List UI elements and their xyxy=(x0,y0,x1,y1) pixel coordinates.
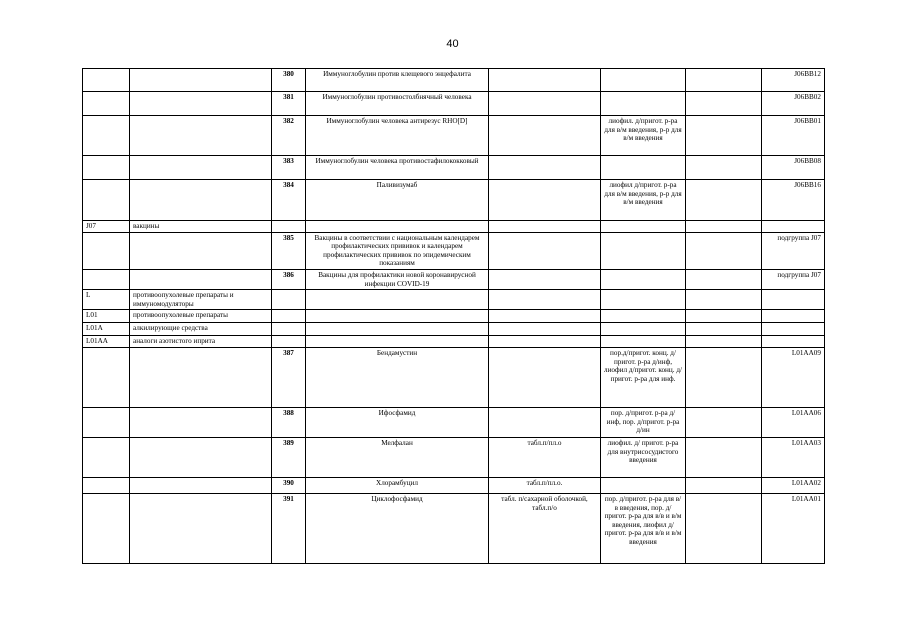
table-row xyxy=(83,493,825,563)
extra-cell xyxy=(686,437,762,477)
drug-name-cell: Иммуноглобулин против клещевого энцефалита xyxy=(306,69,489,92)
injection-form-cell xyxy=(601,323,686,336)
extra-cell xyxy=(686,221,762,233)
item-number-cell xyxy=(272,336,306,348)
table-row xyxy=(83,69,825,92)
oral-form-cell: табл.п/пл.о. xyxy=(489,477,601,493)
injection-form-cell xyxy=(601,69,686,92)
injection-form-cell xyxy=(601,269,686,289)
drug-name-cell: Иммуноглобулин противостолбнячный человека xyxy=(306,92,489,116)
group-name-cell xyxy=(130,269,272,289)
injection-form-cell xyxy=(601,290,686,310)
code-cell xyxy=(83,269,130,289)
drug-name-cell: Паливизумаб xyxy=(306,180,489,221)
table-row xyxy=(83,437,825,477)
drug-table xyxy=(82,68,825,564)
item-number-cell: 388 xyxy=(272,407,306,437)
drug-name-cell: Циклофосфамид xyxy=(306,493,489,563)
extra-cell xyxy=(686,92,762,116)
code-cell: L01A xyxy=(83,323,130,336)
drug-name-cell xyxy=(306,323,489,336)
oral-form-cell: табл.п/пл.о xyxy=(489,437,601,477)
code-cell xyxy=(83,180,130,221)
drug-name-cell: Иммуноглобулин человека антирезус RHO[D] xyxy=(306,116,489,156)
item-number-cell: 386 xyxy=(272,269,306,289)
item-number-cell xyxy=(272,310,306,323)
atc-code-cell xyxy=(762,221,825,233)
extra-cell xyxy=(686,477,762,493)
item-number-cell: 380 xyxy=(272,69,306,92)
injection-form-cell xyxy=(601,477,686,493)
extra-cell xyxy=(686,323,762,336)
group-name-cell xyxy=(130,92,272,116)
item-number-cell: 382 xyxy=(272,116,306,156)
extra-cell xyxy=(686,156,762,180)
oral-form-cell: табл. п/сахарной оболочкой, табл.п/о xyxy=(489,493,601,563)
table-row xyxy=(83,180,825,221)
code-cell xyxy=(83,69,130,92)
atc-code-cell: подгруппа J07 xyxy=(762,269,825,289)
oral-form-cell xyxy=(489,221,601,233)
oral-form-cell xyxy=(489,92,601,116)
extra-cell xyxy=(686,310,762,323)
extra-cell xyxy=(686,232,762,269)
atc-code-cell xyxy=(762,290,825,310)
item-number-cell xyxy=(272,290,306,310)
injection-form-cell xyxy=(601,310,686,323)
extra-cell xyxy=(686,347,762,407)
item-number-cell xyxy=(272,221,306,233)
group-name-cell xyxy=(130,156,272,180)
extra-cell xyxy=(686,493,762,563)
code-cell: L01 xyxy=(83,310,130,323)
drug-name-cell: Ифосфамид xyxy=(306,407,489,437)
atc-code-cell xyxy=(762,336,825,348)
oral-form-cell xyxy=(489,232,601,269)
group-name-cell xyxy=(130,347,272,407)
drug-name-cell: Бендамустин xyxy=(306,347,489,407)
atc-code-cell xyxy=(762,323,825,336)
oral-form-cell xyxy=(489,323,601,336)
atc-code-cell: подгруппа J07 xyxy=(762,232,825,269)
item-number-cell: 383 xyxy=(272,156,306,180)
group-name-cell: вакцины xyxy=(130,221,272,233)
atc-code-cell: J06BB08 xyxy=(762,156,825,180)
table-row xyxy=(83,156,825,180)
group-name-cell: аналоги азотистого иприта xyxy=(130,336,272,348)
group-name-cell: алкилирующие средства xyxy=(130,323,272,336)
item-number-cell xyxy=(272,323,306,336)
atc-code-cell: L01AA02 xyxy=(762,477,825,493)
oral-form-cell xyxy=(489,407,601,437)
item-number-cell: 391 xyxy=(272,493,306,563)
injection-form-cell xyxy=(601,221,686,233)
extra-cell xyxy=(686,336,762,348)
table-row xyxy=(83,116,825,156)
group-name-cell xyxy=(130,407,272,437)
code-cell xyxy=(83,437,130,477)
oral-form-cell xyxy=(489,290,601,310)
oral-form-cell xyxy=(489,347,601,407)
oral-form-cell xyxy=(489,116,601,156)
item-number-cell: 381 xyxy=(272,92,306,116)
code-cell: L01AA xyxy=(83,336,130,348)
table-row xyxy=(83,232,825,269)
code-cell xyxy=(83,493,130,563)
injection-form-cell: пор. д/пригот. р-ра д/инф, пор. д/пригот. р-ра д/ин xyxy=(601,407,686,437)
drug-name-cell: Вакцины в соответствии с национальным календарем профилактических прививок и календарем профилактических прививок по эпидемическим показаниям xyxy=(306,232,489,269)
injection-form-cell xyxy=(601,232,686,269)
group-name-cell xyxy=(130,493,272,563)
item-number-cell: 389 xyxy=(272,437,306,477)
extra-cell xyxy=(686,180,762,221)
injection-form-cell: лиофил. д/ пригот. р-ра для внутрисосудистого введения xyxy=(601,437,686,477)
injection-form-cell xyxy=(601,156,686,180)
table-row xyxy=(83,407,825,437)
group-name-cell xyxy=(130,180,272,221)
drug-name-cell xyxy=(306,290,489,310)
group-name-cell: противоопухолевые препараты xyxy=(130,310,272,323)
table-row xyxy=(83,221,825,233)
group-name-cell xyxy=(130,437,272,477)
extra-cell xyxy=(686,407,762,437)
table-row xyxy=(83,323,825,336)
table-row xyxy=(83,477,825,493)
extra-cell xyxy=(686,116,762,156)
atc-code-cell: L01AA06 xyxy=(762,407,825,437)
injection-form-cell: пор.д/пригот. конц. д/пригот. р-ра д/инф, лиофил д/пригот. конц. д/пригот. р-ра для инф. xyxy=(601,347,686,407)
oral-form-cell xyxy=(489,336,601,348)
atc-code-cell: J06BB16 xyxy=(762,180,825,221)
code-cell xyxy=(83,407,130,437)
item-number-cell: 385 xyxy=(272,232,306,269)
extra-cell xyxy=(686,290,762,310)
item-number-cell: 384 xyxy=(272,180,306,221)
atc-code-cell: L01AA01 xyxy=(762,493,825,563)
table-row xyxy=(83,310,825,323)
table-row xyxy=(83,269,825,289)
oral-form-cell xyxy=(489,269,601,289)
group-name-cell xyxy=(130,232,272,269)
injection-form-cell: лиофил. д/пригот. р-ра для в/м введения, р-р для в/м введения xyxy=(601,116,686,156)
group-name-cell xyxy=(130,116,272,156)
atc-code-cell: J06BB02 xyxy=(762,92,825,116)
group-name-cell xyxy=(130,477,272,493)
drug-name-cell: Иммуноглобулин человека противостафилококковый xyxy=(306,156,489,180)
drug-name-cell: Вакцины для профилактики новой коронавирусной инфекции COVID-19 xyxy=(306,269,489,289)
oral-form-cell xyxy=(489,180,601,221)
oral-form-cell xyxy=(489,69,601,92)
table-row xyxy=(83,290,825,310)
code-cell xyxy=(83,477,130,493)
code-cell: L xyxy=(83,290,130,310)
atc-code-cell: L01AA09 xyxy=(762,347,825,407)
group-name-cell xyxy=(130,69,272,92)
injection-form-cell xyxy=(601,336,686,348)
oral-form-cell xyxy=(489,156,601,180)
code-cell xyxy=(83,232,130,269)
code-cell xyxy=(83,116,130,156)
injection-form-cell xyxy=(601,92,686,116)
item-number-cell: 390 xyxy=(272,477,306,493)
code-cell xyxy=(83,156,130,180)
item-number-cell: 387 xyxy=(272,347,306,407)
extra-cell xyxy=(686,69,762,92)
oral-form-cell xyxy=(489,310,601,323)
drug-name-cell: Хлорамбуцил xyxy=(306,477,489,493)
code-cell: J07 xyxy=(83,221,130,233)
drug-name-cell xyxy=(306,310,489,323)
table-row xyxy=(83,92,825,116)
drug-name-cell xyxy=(306,221,489,233)
atc-code-cell xyxy=(762,310,825,323)
injection-form-cell: пор. д/пригот. р-ра для в/в введения, пор. д/пригот. р-ра для в/в и в/м введения, лиофил д/пригот. р-ра для в/в и в/м введения xyxy=(601,493,686,563)
group-name-cell: противоопухолевые препараты и иммуномодуляторы xyxy=(130,290,272,310)
injection-form-cell: лиофил д/пригот. р-ра для в/м введения, р-р для в/м введения xyxy=(601,180,686,221)
code-cell xyxy=(83,92,130,116)
code-cell xyxy=(83,347,130,407)
drug-name-cell: Мелфалан xyxy=(306,437,489,477)
atc-code-cell: J06BB01 xyxy=(762,116,825,156)
atc-code-cell: J06BB12 xyxy=(762,69,825,92)
page-number: 40 xyxy=(446,38,459,50)
atc-code-cell: L01AA03 xyxy=(762,437,825,477)
extra-cell xyxy=(686,269,762,289)
table-row xyxy=(83,347,825,407)
drug-name-cell xyxy=(306,336,489,348)
table-row xyxy=(83,336,825,348)
